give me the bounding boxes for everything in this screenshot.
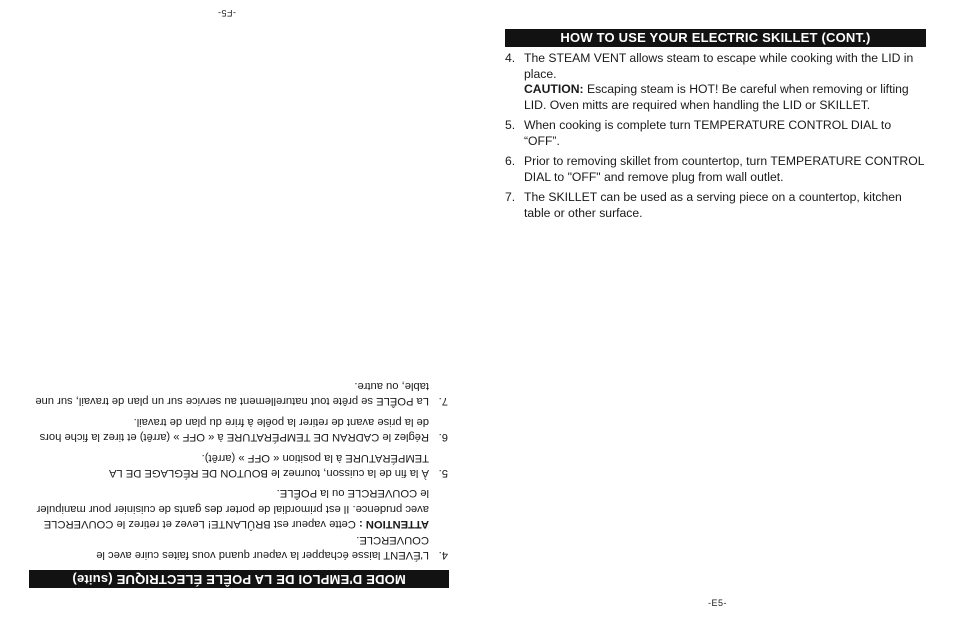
french-section-title: MODE D'EMPLOI DE LA POÊLE ÉLECTRIQUE (suite): [29, 570, 449, 588]
french-instruction-list: [28, 373, 448, 562]
list-item: 7. The SKILLET can be used as a serving piece on a countertop, kitchen table or other surface.: [505, 190, 902, 220]
english-page-number: -E5-: [708, 598, 728, 608]
list-item: 5. When cooking is complete turn TEMPERATURE CONTROL DIAL to “OFF”.: [505, 118, 892, 148]
list-item: 4. The STEAM VENT allows steam to escape while cooking with the LID in place. CAUTION: Escaping steam is HOT! Be careful when removing or lifting LID. Oven mitts are required when handling the LID or SKILLET.: [505, 51, 914, 112]
english-instruction-list: [505, 51, 926, 226]
list-item: 5. À la fin de la cuisson, tournez le BOUTON DE RÉGLAGE DE LA TEMPÉRATURE à la position « OFF » (arrêt).: [109, 451, 448, 479]
list-item: 7. La POÊLE se prête tout naturellement au service sur un plan de travail, sur une table, ou autre.: [35, 379, 448, 408]
list-item: 4. L'ÉVENT laisse échapper la vapeur quand vous faites cuire avec le COUVERCLE. ATTENTION : Cette vapeur est BRÛLANTE! Levez et retirez le COUVERCLE avec prudence. Il est primordial de porter des gants de cuisinier pour manipuler le COUVERCLE ou la POÊLE.: [36, 487, 448, 561]
french-page-number: -F5-: [217, 8, 236, 18]
list-item: 6. Prior to removing skillet from countertop, turn TEMPERATURE CONTROL DIAL to "OFF" and remove plug from wall outlet.: [505, 154, 925, 184]
list-item: 6. Réglez le CADRAN DE TEMPÉRATURE à « OFF » (arrêt) et tirez la fiche hors de la prise avant de retirer la poêle à frire du plan de travail.: [39, 415, 448, 444]
english-section-title: HOW TO USE YOUR ELECTRIC SKILLET (CONT.): [505, 29, 926, 47]
